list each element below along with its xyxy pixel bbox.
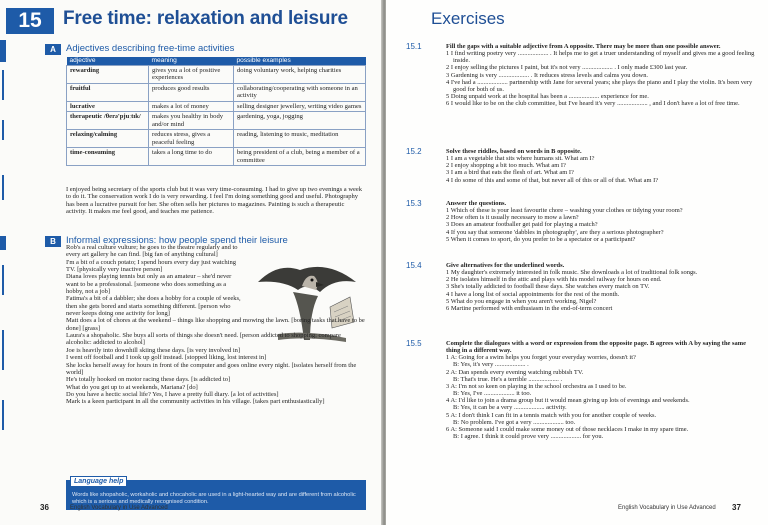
exercise-15-2 [406, 148, 756, 184]
table-cell: being president of a club, being a member of a committee [234, 148, 366, 166]
table-cell: gives you a lot of positive experiences [149, 65, 234, 83]
exercise-item: 4 I've had a ................... partnership with Jane for several years; she plays the piano and I play the violin. It's been very good for both of us. [446, 78, 753, 93]
exercise-item: 2 I enjoy shopping a bit too much. What am I? [446, 162, 566, 170]
expression-line: He's totally hooked on motor racing these days. [is addicted to] [66, 376, 231, 384]
exercise-item: B: Yes, it's very ................... . [453, 361, 529, 369]
exercise-instruction: Solve these riddles, based on words in B opposite. [446, 148, 582, 155]
exercise-item: 1 I am a vegetable that sits where humans sit. What am I? [446, 155, 595, 163]
section-b-badge: B [45, 236, 61, 247]
exercise-item: B: That's true. He's a terrible ................... . [453, 375, 563, 383]
exercise-item: 4 I do some of this and some of that, but never all of this or all of that. What am I? [446, 176, 659, 184]
table-cell: rewarding [67, 65, 149, 83]
expression-line: I'm a bit of a couch potato; I spend hours every day just watching TV. [physically very inactive person] [66, 258, 236, 274]
exercise-item: 5 When it comes to sport, do you prefer to be a spectator or a participant? [446, 235, 636, 243]
language-help-box: Words like shopaholic, workaholic and chocaholic are used in a light-hearted way and are different from alcoholic which is a serious and medically recognised condition. [66, 480, 366, 510]
exercise-items [446, 207, 756, 243]
exercise-instruction: Give alternatives for the underlined words. [446, 262, 565, 269]
expression-line: Do you have a hectic social life? Yes, I have a pretty full diary. [a lot of activities] [66, 390, 279, 398]
table-cell: doing voluntary work, helping charities [234, 65, 366, 83]
exercise-item: 2 I enjoy selling the pictures I paint, but it's not very ................... . I only made £300 last year. [446, 64, 688, 72]
expression-line: Matt does a lot of chores at the weekend – things like shopping and mowing the lawn. [boring tasks that have to be done] [grass] [66, 317, 365, 332]
expression-line: Joe is heavily into downhill skiing these days. [is very involved in] [66, 346, 241, 354]
table-cell: takes a long time to do [149, 148, 234, 166]
table-cell: collaborating/cooperating with someone in an activity [234, 83, 366, 101]
exercise-item: 4 I have a long list of social appointments for the rest of the month. [446, 290, 620, 298]
exercise-item: 2 A: Dan spends every evening watching rubbish TV. [446, 368, 584, 376]
table-row [67, 83, 366, 101]
table-row [67, 130, 366, 148]
exercise-15-5 [406, 340, 756, 440]
table-header: adjective [67, 57, 149, 65]
exercise-items [446, 50, 756, 107]
page-number: 37 [732, 503, 741, 512]
exercise-instruction: Fill the gaps with a suitable adjective from A opposite. There may be more than one possible answer. [446, 43, 721, 50]
table-cell: makes you healthy in body and/or mind [149, 112, 234, 130]
exercise-items [446, 354, 756, 440]
exercise-15-3 [406, 200, 756, 243]
expression-line: Fatima's a bit of a dabbler; she does a hobby for a couple of weeks, then she gets bored and starts something different. [person who never keeps doing one activity for long] [66, 295, 241, 318]
exercise-number: 15.3 [406, 199, 422, 208]
exercise-item: 5 Doing unpaid work at the hospital has been a ................... experience for me. [446, 93, 649, 101]
exercise-15-4 [406, 262, 756, 312]
table-row [67, 65, 366, 83]
table-cell: lucrative [67, 101, 149, 112]
exercise-item: 3 Does an amateur footballer get paid for playing a match? [446, 221, 598, 229]
expression-line: Laura's a shopaholic. She buys all sorts of things she doesn't need. [person addicted to shopping; compare alcoholic: addicted to alcohol] [66, 332, 341, 347]
exercise-item: 1 A: Going for a swim helps you forget your everyday worries, doesn't it? [446, 354, 636, 362]
table-cell: produces good results [149, 83, 234, 101]
table-row [67, 101, 366, 112]
expression-line: She locks herself away for hours in front of the computer and goes online every night. [isolates herself from the world] [66, 361, 357, 376]
exercise-number: 15.2 [406, 147, 422, 156]
exercise-item: 5 What do you engage in when you aren't working, Nigel? [446, 297, 597, 305]
expression-line: I went off football and I took up golf instead. [stopped liking, lost interest in] [66, 354, 267, 362]
exercise-item: 3 She's totally addicted to football these days. She watches every match on TV. [446, 283, 650, 291]
table-row [67, 112, 366, 130]
table-cell: selling designer jewellery, writing video games [234, 101, 366, 112]
exercise-item: 6 Martine performed with enthusiasm in the end-of-term concert [446, 304, 613, 312]
expression-line: What do you get up to at weekends, Mariana? [do] [66, 383, 198, 391]
language-help-label: Language help [70, 476, 127, 487]
table-header: possible examples [234, 57, 366, 65]
table-cell: fruitful [67, 83, 149, 101]
left-page [0, 0, 383, 525]
adjectives-table [66, 57, 366, 166]
exercise-number: 15.4 [406, 261, 422, 270]
exercise-item: 5 A: I don't think I can fit in a tennis match with you for another couple of weeks. [446, 411, 657, 419]
section-b-heading: Informal expressions: how people spend their leisure [66, 235, 288, 246]
table-row [67, 148, 366, 166]
exercise-instruction: Answer the questions. [446, 200, 507, 207]
expression-line: Diana loves playing tennis but only as an amateur – she'd never want to be a professional. [someone who does something as a hobby, not a job] [66, 273, 232, 296]
exercise-item: 3 Gardening is very ................... . It reduces stress levels and calms you down. [446, 71, 649, 79]
margin-mark [2, 400, 4, 430]
exercise-item: 3 I am a bird that eats the flesh of art. What am I? [446, 169, 574, 177]
exercise-item: 1 I find writing poetry very ................... . It helps me to get a truer understanding of myself and gives me a good feeling inside. [446, 50, 755, 65]
exercise-item: 6 A: Someone said I could make some money out of those necklaces I make in my spare time. [446, 425, 689, 433]
exercise-instruction: Complete the dialogues with a word or expression from the opposite page. B agrees with A by saying the same thing in a different way. [446, 340, 746, 355]
table-cell: reduces stress, gives a peaceful feeling [149, 130, 234, 148]
table-cell: therapeutic /θerə'pjuːtɪk/ [67, 112, 149, 130]
margin-mark [2, 120, 4, 140]
exercise-items [446, 155, 756, 184]
table-cell: reading, listening to music, meditation [234, 130, 366, 148]
expression-line: Mark is a keen participant in all the community activities in his village. [takes part enthusiastically] [66, 398, 325, 406]
margin-mark [2, 175, 4, 200]
exercise-number: 15.1 [406, 42, 422, 51]
exercise-items [446, 269, 756, 312]
expression-line: Rob's a real culture vulture; he goes to the theatre regularly and to every art gallery he can find. [big fan of anything cultural] [66, 244, 238, 259]
margin-bar [0, 236, 6, 250]
margin-mark [2, 70, 4, 100]
unit-number: 15 [6, 8, 54, 34]
exercises-title: Exercises [431, 9, 505, 28]
table-cell: time-consuming [67, 148, 149, 166]
exercise-item: 3 A: I'm not so keen on playing in the school orchestra as I used to be. [446, 382, 627, 390]
exercise-item: 2 He isolates himself in the attic and plays with his model railway for hours on end. [446, 276, 662, 284]
exercise-item: 1 My daughter's extremely interested in folk music. She downloads a lot of traditional folk songs. [446, 269, 698, 277]
table-cell: relaxing/calming [67, 130, 149, 148]
section-b-body [66, 244, 368, 406]
exercise-item: B: I agree. I think it could prove very ................... for you. [453, 433, 604, 441]
footer-text: English Vocabulary in Use Advanced [70, 505, 168, 511]
page-number: 36 [40, 503, 49, 512]
exercise-item: 1 Which of these is your least favourite chore – washing your clothes or tidying your room? [446, 207, 683, 215]
exercise-item: B: Yes, it can be a very ................... activity. [453, 404, 567, 412]
table-cell: gardening, yoga, jogging [234, 112, 366, 130]
table-header: meaning [149, 57, 234, 65]
section-a-badge: A [45, 44, 61, 55]
section-a-heading: Adjectives describing free-time activities [66, 43, 235, 54]
margin-mark [2, 265, 4, 295]
exercise-item: B: No problem. I've got a very ................... too. [453, 418, 576, 426]
margin-mark [2, 330, 4, 370]
right-page [386, 0, 768, 525]
exercise-item: 4 If you say that someone 'dabbles in photography', are they a serious photographer? [446, 228, 664, 236]
footer-text: English Vocabulary in Use Advanced [618, 505, 716, 511]
table-cell: makes a lot of money [149, 101, 234, 112]
margin-bar [0, 40, 6, 62]
section-a-paragraph: I enjoyed being secretary of the sports club but it was very time-consuming. I had to give up two evenings a week to do it. The conservation work I do is very rewarding. I feel I'm doing something good and useful. Photography has been a lucrative pursuit for her. She often sells her pictures to magazines. Painting is such a therapeutic activity. It makes me feel good, and teaches me patience. [66, 186, 363, 215]
exercise-number: 15.5 [406, 339, 422, 348]
exercise-item: 2 How often is it usually necessary to mow a lawn? [446, 214, 579, 222]
exercise-15-1 [406, 43, 756, 107]
exercise-item: B: Yes, I've ................... it too. [453, 390, 532, 398]
exercise-item: 4 A: I'd like to join a drama group but it would mean giving up lots of evenings and weekends. [446, 397, 690, 405]
unit-title: Free time: relaxation and leisure [63, 8, 348, 29]
exercise-item: 6 I would like to be on the club committee, but I've heard it's very ................... , and I don't have a lot of free time. [446, 100, 740, 108]
